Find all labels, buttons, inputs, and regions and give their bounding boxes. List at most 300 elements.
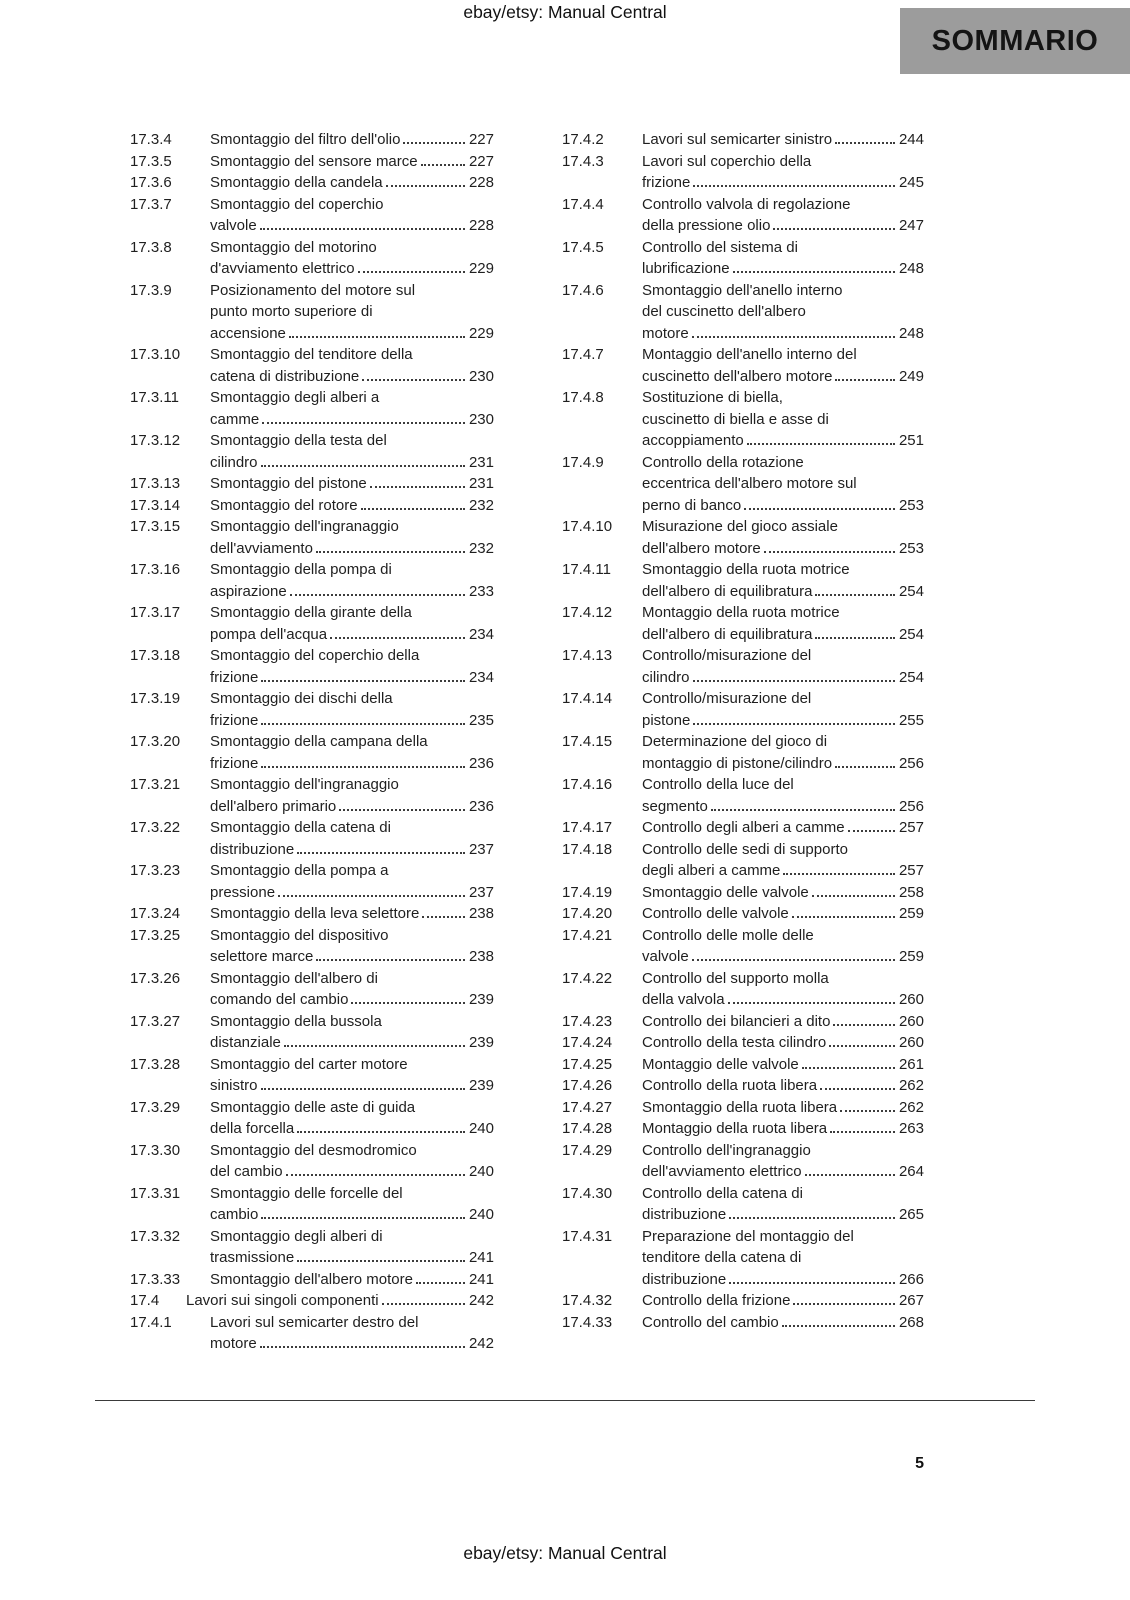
sommario-banner-label: SOMMARIO bbox=[931, 24, 1099, 57]
toc-entry bbox=[130, 1011, 494, 1054]
toc-entry-title-line: Smontaggio del tenditore della bbox=[210, 346, 413, 363]
toc-entry-page: 240 bbox=[468, 1206, 494, 1223]
toc-entry-page: 245 bbox=[898, 174, 924, 191]
toc-entry-title-line: pompa dell'acqua bbox=[210, 625, 328, 643]
header-title: ebay/etsy: Manual Central bbox=[463, 2, 667, 22]
toc-entry-title-line: tenditore della catena di bbox=[642, 1249, 802, 1266]
dot-leader bbox=[692, 336, 895, 338]
dot-leader bbox=[261, 1088, 465, 1090]
toc-entry-title bbox=[210, 516, 494, 559]
toc-entry-title bbox=[210, 172, 494, 194]
toc-entry-page: 262 bbox=[898, 1098, 924, 1116]
dot-leader bbox=[812, 895, 895, 897]
toc-entry-page: 247 bbox=[898, 217, 924, 234]
dot-leader bbox=[835, 379, 895, 381]
toc-entry-title bbox=[642, 688, 924, 731]
toc-entry-page: 255 bbox=[898, 711, 924, 729]
toc-entry-title-line: Controllo delle valvole bbox=[642, 905, 789, 922]
toc-entry-title-line: Smontaggio della bussola bbox=[210, 1012, 382, 1030]
toc-entry-title-line: Lavori sul semicarter destro del bbox=[210, 1313, 419, 1331]
dot-leader bbox=[711, 809, 895, 811]
toc-entry-title-line: Smontaggio degli alberi a bbox=[210, 389, 380, 406]
toc-entry-page: 260 bbox=[898, 1034, 924, 1051]
toc-entry-title-line: Smontaggio del sensore marce bbox=[210, 152, 418, 170]
toc-entry-number: 17.4.22 bbox=[562, 969, 613, 987]
toc-entry-page: 267 bbox=[898, 1292, 924, 1309]
toc-entry-title-line: Lavori sui singoli componenti bbox=[186, 1292, 379, 1309]
toc-entry-title-line: del cambio bbox=[210, 1163, 283, 1180]
dot-leader bbox=[316, 551, 465, 553]
toc-entry-title bbox=[642, 280, 924, 345]
toc-entry-number: 17.4.30 bbox=[562, 1184, 613, 1202]
toc-entry-title-line: Controllo dei bilancieri a dito bbox=[642, 1012, 831, 1030]
toc-entry-page: 253 bbox=[898, 539, 924, 557]
toc-entry bbox=[562, 903, 924, 925]
toc-entry bbox=[562, 645, 924, 688]
dot-leader bbox=[848, 830, 895, 832]
toc-entry bbox=[130, 172, 494, 194]
toc-entry-number: 17.4.11 bbox=[562, 561, 611, 578]
toc-entry-page: 229 bbox=[468, 324, 494, 342]
toc-entry-page: 227 bbox=[468, 131, 494, 148]
toc-entry-title bbox=[642, 817, 924, 839]
toc-entry-title-line: montaggio di pistone/cilindro bbox=[642, 754, 833, 772]
toc-entry-number: 17.4.6 bbox=[562, 281, 604, 299]
toc-entry-number: 17.4.4 bbox=[562, 195, 604, 213]
toc-entry-title-line: frizione bbox=[210, 754, 259, 772]
dot-leader bbox=[729, 1217, 895, 1219]
toc-entry-title bbox=[210, 602, 494, 645]
toc-entry-title bbox=[210, 495, 494, 517]
toc-entry-title bbox=[642, 387, 924, 452]
toc-entry-number: 17.3.13 bbox=[130, 475, 181, 492]
toc-entry-title-line: distribuzione bbox=[210, 840, 295, 858]
toc-entry-title bbox=[210, 817, 494, 860]
toc-entry-page: 263 bbox=[898, 1120, 924, 1137]
toc-entry bbox=[130, 237, 494, 280]
toc-entry bbox=[562, 925, 924, 968]
toc-entry-title-line: Controllo del cambio bbox=[642, 1313, 779, 1331]
dot-leader bbox=[692, 959, 895, 961]
toc-entry-page: 254 bbox=[898, 668, 924, 686]
toc-entry-number: 17.3.20 bbox=[130, 733, 181, 750]
toc-entry-number: 17.3.31 bbox=[130, 1184, 181, 1202]
toc-entry-title-line: Controllo/misurazione del bbox=[642, 647, 812, 664]
toc-entry-number: 17.3.28 bbox=[130, 1055, 181, 1073]
toc-entry-page: 253 bbox=[898, 496, 924, 514]
toc-entry-title bbox=[210, 925, 494, 968]
toc-entry-title-line: selettore marce bbox=[210, 948, 314, 965]
toc-entry-title bbox=[210, 237, 494, 280]
toc-entry-number: 17.3.23 bbox=[130, 862, 181, 879]
toc-entry-title-line: segmento bbox=[642, 797, 708, 815]
toc-entry-title bbox=[210, 1226, 494, 1269]
toc-entry-title-line: Preparazione del montaggio del bbox=[642, 1227, 854, 1245]
toc-entry-title bbox=[642, 129, 924, 151]
toc-entry-page: 256 bbox=[898, 754, 924, 772]
toc-entry bbox=[130, 731, 494, 774]
toc-entry-title-line: Smontaggio del desmodromico bbox=[210, 1141, 417, 1159]
toc-entry-number: 17.3.32 bbox=[130, 1227, 181, 1245]
toc-entry-title-line: frizione bbox=[210, 711, 259, 729]
toc-entry-title-line: cuscinetto dell'albero motore bbox=[642, 367, 833, 385]
toc-entry-page: 257 bbox=[898, 862, 924, 879]
toc-entry-number: 17.3.27 bbox=[130, 1012, 181, 1030]
toc-entry-page: 261 bbox=[898, 1055, 924, 1073]
toc-entry-title bbox=[210, 473, 494, 495]
toc-entry-number: 17.3.12 bbox=[130, 432, 181, 449]
toc-entry-page: 254 bbox=[898, 625, 924, 643]
toc-entry-number: 17.3.26 bbox=[130, 969, 181, 987]
dot-leader bbox=[422, 916, 465, 918]
toc-entry-number: 17.3.14 bbox=[130, 496, 181, 514]
footer-divider bbox=[95, 1400, 1035, 1401]
toc-entry-title-line: camme bbox=[210, 410, 260, 428]
dot-leader bbox=[830, 1131, 895, 1133]
toc-entry-page: 232 bbox=[468, 496, 494, 514]
toc-entry bbox=[562, 1226, 924, 1291]
toc-entry-title bbox=[642, 1097, 924, 1119]
toc-entry-page: 237 bbox=[468, 840, 494, 858]
toc-entry-page: 231 bbox=[468, 453, 494, 471]
toc-entry-title bbox=[210, 1097, 494, 1140]
toc-entry-number: 17.4.12 bbox=[562, 604, 613, 621]
toc-entry-title-line: Lavori sul semicarter sinistro bbox=[642, 131, 833, 148]
toc-entry bbox=[130, 151, 494, 173]
dot-leader bbox=[747, 443, 895, 445]
toc-entry-number: 17.3.15 bbox=[130, 518, 181, 535]
toc-entry-title-line: Controllo del supporto molla bbox=[642, 969, 829, 987]
dot-leader bbox=[833, 1024, 895, 1026]
toc-entry-page: 268 bbox=[898, 1313, 924, 1331]
toc-entry-title-line: cuscinetto di biella e asse di bbox=[642, 410, 829, 428]
toc-entry bbox=[130, 1140, 494, 1183]
toc-entry bbox=[130, 968, 494, 1011]
toc-entry-title bbox=[642, 1312, 924, 1334]
toc-entry-title-line: Smontaggio delle valvole bbox=[642, 883, 809, 901]
toc-entry-page: 249 bbox=[898, 367, 924, 385]
toc-entry-title-line: Lavori sul coperchio della bbox=[642, 152, 812, 170]
toc-entry-number: 17.4.2 bbox=[562, 131, 604, 148]
toc-entry bbox=[562, 1011, 924, 1033]
toc-entry-title bbox=[210, 1011, 494, 1054]
toc-entry-number: 17.3.24 bbox=[130, 905, 181, 922]
toc-entry-title-line: Misurazione del gioco assiale bbox=[642, 518, 838, 535]
toc-entry-title bbox=[642, 1118, 924, 1140]
toc-entry-title-line: Smontaggio dell'albero di bbox=[210, 969, 378, 987]
toc-entry-title-line: Smontaggio degli alberi di bbox=[210, 1227, 383, 1245]
toc-entry bbox=[130, 688, 494, 731]
dot-leader bbox=[260, 1346, 465, 1348]
toc-entry-number: 17.4.15 bbox=[562, 733, 613, 750]
toc-entry-title bbox=[642, 1140, 924, 1183]
toc-entry-title-line: motore bbox=[642, 324, 689, 342]
toc-entry-title bbox=[642, 731, 924, 774]
dot-leader bbox=[382, 1303, 465, 1305]
toc-entry-page: 240 bbox=[468, 1120, 494, 1137]
toc-entry-number: 17.4.17 bbox=[562, 819, 613, 836]
toc-entry-title bbox=[642, 344, 924, 387]
dot-leader bbox=[764, 551, 895, 553]
dot-leader bbox=[733, 271, 895, 273]
dot-leader bbox=[260, 228, 465, 230]
toc-entry-title bbox=[210, 280, 494, 345]
table-of-contents bbox=[0, 129, 1130, 1355]
toc-entry-number: 17.4.26 bbox=[562, 1077, 613, 1094]
toc-entry-title bbox=[210, 387, 494, 430]
toc-entry-title-line: Montaggio della ruota motrice bbox=[642, 604, 840, 621]
dot-leader bbox=[286, 1174, 465, 1176]
toc-entry-number: 17.3.19 bbox=[130, 690, 181, 707]
toc-entry-page: 237 bbox=[468, 883, 494, 901]
toc-entry bbox=[562, 1140, 924, 1183]
toc-entry bbox=[562, 774, 924, 817]
toc-entry-number: 17.3.17 bbox=[130, 604, 181, 621]
toc-entry bbox=[130, 129, 494, 151]
toc-entry bbox=[562, 344, 924, 387]
toc-entry-number: 17.4.21 bbox=[562, 926, 613, 944]
toc-entry-title bbox=[210, 194, 494, 237]
toc-entry-page: 258 bbox=[898, 883, 924, 901]
toc-entry-title-line: Smontaggio dell'anello interno bbox=[642, 281, 843, 299]
toc-entry-page: 228 bbox=[468, 217, 494, 234]
page-number: 5 bbox=[915, 1455, 924, 1472]
toc-entry bbox=[562, 1312, 924, 1334]
toc-entry-number: 17.3.11 bbox=[130, 389, 179, 406]
toc-entry-title-line: Smontaggio del rotore bbox=[210, 496, 358, 514]
toc-entry-title-line: Smontaggio del dispositivo bbox=[210, 926, 389, 944]
toc-entry-number: 17.3.25 bbox=[130, 926, 181, 944]
toc-entry bbox=[562, 151, 924, 194]
dot-leader bbox=[815, 637, 894, 639]
toc-entry-number: 17.4.31 bbox=[562, 1227, 613, 1245]
toc-entry-title-line: Smontaggio della leva selettore bbox=[210, 905, 420, 922]
toc-entry bbox=[130, 344, 494, 387]
toc-entry-title-line: cambio bbox=[210, 1206, 259, 1223]
dot-leader bbox=[297, 1260, 465, 1262]
toc-entry bbox=[130, 1054, 494, 1097]
toc-entry-title bbox=[642, 452, 924, 517]
toc-entry-title-line: Controllo degli alberi a camme bbox=[642, 819, 845, 836]
toc-entry-title bbox=[642, 882, 924, 904]
toc-entry-number: 17.3.33 bbox=[130, 1270, 181, 1288]
toc-entry-page: 254 bbox=[898, 582, 924, 600]
toc-entry bbox=[130, 1312, 494, 1355]
toc-entry-number: 17.4.23 bbox=[562, 1012, 613, 1030]
toc-entry bbox=[130, 473, 494, 495]
toc-entry-title-line: Controllo della catena di bbox=[642, 1184, 803, 1202]
toc-entry-title-line: Smontaggio delle forcelle del bbox=[210, 1184, 403, 1202]
toc-entry-page: 233 bbox=[468, 582, 494, 600]
toc-entry-title bbox=[210, 860, 494, 903]
toc-entry-number: 17.4.3 bbox=[562, 152, 604, 170]
toc-entry-page: 264 bbox=[898, 1163, 924, 1180]
toc-entry-title-line: aspirazione bbox=[210, 582, 287, 600]
toc-entry-number: 17.3.29 bbox=[130, 1098, 181, 1116]
toc-entry-title bbox=[642, 1054, 924, 1076]
toc-entry bbox=[130, 194, 494, 237]
toc-entry-title-line: Smontaggio del filtro dell'olio bbox=[210, 131, 401, 148]
toc-entry-title-line: cilindro bbox=[642, 668, 690, 686]
toc-entry bbox=[562, 1075, 924, 1097]
dot-leader bbox=[358, 271, 465, 273]
toc-entry-number: 17.3.4 bbox=[130, 131, 172, 148]
toc-entry-number: 17.3.10 bbox=[130, 346, 181, 363]
toc-entry-title-line: distanziale bbox=[210, 1034, 281, 1051]
toc-entry-number: 17.3.22 bbox=[130, 819, 181, 836]
toc-entry-title-line: Smontaggio dell'ingranaggio bbox=[210, 776, 399, 793]
toc-entry-page: 241 bbox=[468, 1270, 494, 1288]
toc-entry-title-line: della valvola bbox=[642, 991, 725, 1008]
toc-entry-page: 228 bbox=[468, 174, 494, 191]
toc-entry-page: 238 bbox=[468, 948, 494, 965]
dot-leader bbox=[284, 1045, 465, 1047]
toc-entry bbox=[562, 1032, 924, 1054]
toc-entry-title bbox=[210, 1140, 494, 1183]
toc-entry-number: 17.4.18 bbox=[562, 840, 613, 858]
toc-entry bbox=[562, 237, 924, 280]
toc-entry-title bbox=[210, 129, 494, 151]
toc-entry-page: 230 bbox=[468, 410, 494, 428]
toc-entry-number: 17.4.20 bbox=[562, 905, 613, 922]
dot-leader bbox=[693, 680, 895, 682]
toc-entry-page: 260 bbox=[898, 1012, 924, 1030]
toc-entry-number: 17.3.8 bbox=[130, 238, 172, 256]
toc-entry-title-line: pistone bbox=[642, 711, 691, 729]
dot-leader bbox=[351, 1002, 465, 1004]
dot-leader bbox=[262, 422, 465, 424]
dot-leader bbox=[793, 1303, 895, 1305]
toc-entry-number: 17.4.28 bbox=[562, 1120, 613, 1137]
toc-entry bbox=[130, 925, 494, 968]
dot-leader bbox=[744, 508, 895, 510]
toc-entry-title-line: distribuzione bbox=[642, 1206, 727, 1223]
toc-entry-title bbox=[642, 1226, 924, 1291]
toc-entry bbox=[562, 968, 924, 1011]
toc-entry bbox=[562, 387, 924, 452]
toc-entry-title-line: della forcella bbox=[210, 1120, 295, 1137]
toc-entry-title-line: dell'avviamento bbox=[210, 539, 313, 557]
toc-entry-number: 17.4.8 bbox=[562, 389, 604, 406]
dot-leader bbox=[339, 809, 465, 811]
toc-entry-title-line: Sostituzione di biella, bbox=[642, 389, 783, 406]
dot-leader bbox=[316, 959, 465, 961]
toc-entry-title bbox=[210, 1312, 494, 1355]
toc-entry-title-line: Smontaggio del coperchio della bbox=[210, 647, 420, 664]
toc-entry-title-line: accensione bbox=[210, 324, 286, 342]
toc-entry-page: 260 bbox=[898, 991, 924, 1008]
toc-entry bbox=[562, 839, 924, 882]
toc-entry-number: 17.3.18 bbox=[130, 647, 181, 664]
toc-entry-page: 244 bbox=[898, 131, 924, 148]
toc-entry-title bbox=[210, 559, 494, 602]
dot-leader bbox=[835, 142, 895, 144]
toc-entry-page: 239 bbox=[468, 991, 494, 1008]
toc-entry-title-line: catena di distribuzione bbox=[210, 367, 360, 385]
dot-leader bbox=[782, 1325, 895, 1327]
dot-leader bbox=[362, 379, 465, 381]
dot-leader bbox=[820, 1088, 895, 1090]
toc-right-column bbox=[562, 129, 924, 1355]
toc-entry-title-line: dell'albero di equilibratura bbox=[642, 625, 813, 643]
dot-leader bbox=[261, 766, 465, 768]
toc-entry-title-line: dell'albero motore bbox=[642, 539, 761, 557]
toc-entry-number: 17.3.6 bbox=[130, 174, 172, 191]
dot-leader bbox=[297, 852, 465, 854]
toc-entry-title-line: d'avviamento elettrico bbox=[210, 260, 355, 277]
toc-entry-title-line: Controllo della frizione bbox=[642, 1292, 791, 1309]
toc-entry-page: 248 bbox=[898, 260, 924, 277]
toc-entry-title-line: eccentrica dell'albero motore sul bbox=[642, 475, 857, 492]
toc-entry-title-line: Smontaggio della girante della bbox=[210, 604, 412, 621]
dot-leader bbox=[835, 766, 895, 768]
dot-leader bbox=[386, 185, 465, 187]
toc-entry bbox=[130, 1183, 494, 1226]
dot-leader bbox=[297, 1131, 465, 1133]
toc-entry-title-line: Smontaggio della pompa di bbox=[210, 561, 392, 578]
toc-entry-title bbox=[642, 839, 924, 882]
toc-entry-number: 17.4 bbox=[130, 1292, 160, 1309]
toc-entry-title-line: Smontaggio della ruota motrice bbox=[642, 561, 850, 578]
toc-entry-title-line: valvole bbox=[210, 217, 257, 234]
toc-entry bbox=[130, 516, 494, 559]
toc-entry bbox=[130, 645, 494, 688]
dot-leader bbox=[802, 1067, 895, 1069]
toc-entry bbox=[562, 1054, 924, 1076]
toc-entry bbox=[562, 452, 924, 517]
toc-entry-page: 259 bbox=[898, 948, 924, 965]
toc-entry-number: 17.4.13 bbox=[562, 647, 613, 664]
toc-entry bbox=[130, 280, 494, 345]
toc-entry-title-line: Controllo del sistema di bbox=[642, 238, 798, 256]
toc-entry bbox=[130, 860, 494, 903]
toc-entry-title bbox=[642, 1011, 924, 1033]
toc-entry-title-line: Smontaggio della campana della bbox=[210, 733, 428, 750]
toc-entry-title-line: Smontaggio dei dischi della bbox=[210, 690, 393, 707]
toc-entry-title bbox=[210, 968, 494, 1011]
toc-entry-title bbox=[642, 968, 924, 1011]
toc-entry-title bbox=[642, 1183, 924, 1226]
toc-entry bbox=[562, 882, 924, 904]
toc-entry-title-line: dell'avviamento elettrico bbox=[642, 1163, 802, 1180]
toc-entry-page: 241 bbox=[468, 1249, 494, 1266]
toc-entry-title bbox=[210, 151, 494, 173]
toc-entry bbox=[130, 495, 494, 517]
toc-entry-title bbox=[210, 731, 494, 774]
toc-entry-title-line: sinistro bbox=[210, 1077, 258, 1094]
toc-entry-title-line: Smontaggio delle aste di guida bbox=[210, 1098, 416, 1116]
footer-title: ebay/etsy: Manual Central bbox=[463, 1543, 667, 1563]
toc-entry-title-line: Controllo delle sedi di supporto bbox=[642, 840, 848, 858]
dot-leader bbox=[289, 336, 465, 338]
sommario-banner bbox=[900, 8, 1130, 74]
toc-entry bbox=[562, 129, 924, 151]
toc-entry-title-line: lubrificazione bbox=[642, 260, 730, 277]
toc-entry-title-line: Smontaggio della testa del bbox=[210, 432, 387, 449]
toc-entry-page: 266 bbox=[898, 1270, 924, 1288]
toc-entry-title-line: Montaggio delle valvole bbox=[642, 1055, 799, 1073]
toc-entry-title bbox=[642, 925, 924, 968]
toc-entry-page: 256 bbox=[898, 797, 924, 815]
toc-entry-title-line: Controllo dell'ingranaggio bbox=[642, 1141, 811, 1159]
dot-leader bbox=[783, 873, 895, 875]
toc-entry-title bbox=[210, 645, 494, 688]
toc-entry-title-line: Montaggio della ruota libera bbox=[642, 1120, 828, 1137]
toc-entry-title bbox=[210, 430, 494, 473]
dot-leader bbox=[815, 594, 894, 596]
toc-entry bbox=[130, 1097, 494, 1140]
toc-entry-page: 238 bbox=[468, 905, 494, 922]
